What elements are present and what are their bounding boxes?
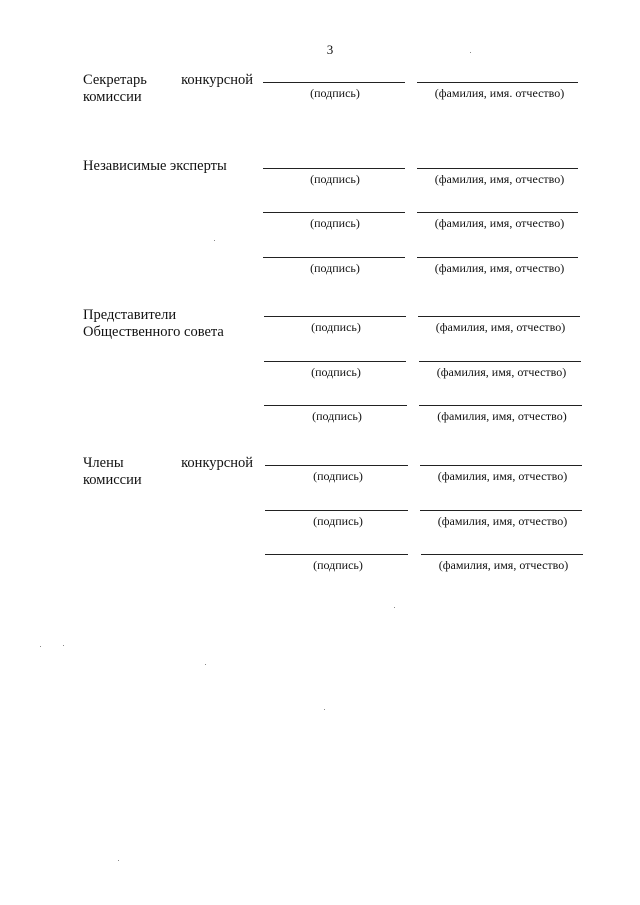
role-label-line: Представители bbox=[83, 307, 177, 323]
signature-row bbox=[0, 168, 640, 192]
signature-caption: (подпись) bbox=[313, 514, 363, 528]
signature-line bbox=[264, 361, 406, 362]
name-caption: (фамилия, имя, отчество) bbox=[438, 558, 569, 572]
scan-speck bbox=[470, 52, 471, 53]
name-line bbox=[420, 465, 582, 466]
signature-line bbox=[265, 510, 408, 511]
signature-line bbox=[265, 465, 408, 466]
name-caption: (фамилия, имя, отчество) bbox=[437, 409, 567, 423]
name-caption: (фамилия, имя, отчество) bbox=[437, 469, 568, 483]
scan-speck bbox=[205, 664, 206, 665]
scan-speck bbox=[63, 645, 64, 646]
scan-speck bbox=[324, 709, 325, 710]
signature-line bbox=[263, 168, 405, 169]
signature-row bbox=[0, 316, 640, 340]
role-label-line: Независимые эксперты bbox=[83, 158, 227, 174]
signature-line bbox=[264, 316, 406, 317]
signature-caption: (подпись) bbox=[311, 365, 361, 379]
scan-speck bbox=[40, 646, 41, 647]
name-line bbox=[417, 212, 578, 213]
name-caption: (фамилия, имя, отчество) bbox=[434, 261, 565, 275]
signature-caption: (подпись) bbox=[313, 558, 363, 572]
name-caption: (фамилия, имя, отчество) bbox=[437, 514, 568, 528]
name-line bbox=[418, 316, 580, 317]
signature-row bbox=[0, 82, 640, 106]
name-line bbox=[417, 257, 578, 258]
signature-line bbox=[263, 212, 405, 213]
signature-row bbox=[0, 465, 640, 489]
signature-caption: (подпись) bbox=[310, 172, 360, 186]
name-line bbox=[421, 554, 583, 555]
signature-caption: (подпись) bbox=[310, 261, 360, 275]
role-label-line: Члены конкурсной bbox=[83, 455, 253, 471]
scan-speck bbox=[394, 607, 395, 608]
signature-caption: (подпись) bbox=[311, 320, 361, 334]
role-label-line: Общественного совета bbox=[83, 324, 224, 340]
signature-line bbox=[264, 405, 407, 406]
name-caption: (фамилия, имя, отчество) bbox=[434, 216, 565, 230]
signature-row bbox=[0, 361, 640, 385]
name-caption: (фамилия, имя, отчество) bbox=[434, 172, 565, 186]
name-line bbox=[419, 361, 581, 362]
name-caption: (фамилия, имя. отчество) bbox=[434, 86, 565, 100]
name-caption: (фамилия, имя, отчество) bbox=[436, 365, 567, 379]
role-label-line: комиссии bbox=[83, 472, 142, 488]
role-label-line: Секретарь конкурсной bbox=[83, 72, 253, 88]
signature-row bbox=[0, 554, 640, 578]
role-label-line: комиссии bbox=[83, 89, 142, 105]
signature-caption: (подпись) bbox=[310, 216, 360, 230]
signature-line bbox=[263, 82, 405, 83]
signature-row bbox=[0, 212, 640, 236]
name-line bbox=[417, 168, 578, 169]
scan-speck bbox=[118, 860, 119, 861]
signature-line bbox=[265, 554, 408, 555]
name-caption: (фамилия, имя, отчество) bbox=[435, 320, 566, 334]
signature-row bbox=[0, 510, 640, 534]
signature-caption: (подпись) bbox=[313, 469, 363, 483]
name-line bbox=[417, 82, 578, 83]
signature-caption: (подпись) bbox=[312, 409, 362, 423]
signature-row bbox=[0, 405, 640, 429]
signature-caption: (подпись) bbox=[310, 86, 360, 100]
name-line bbox=[420, 510, 582, 511]
scan-speck bbox=[214, 240, 215, 241]
page-number: 3 bbox=[326, 42, 334, 57]
signature-row bbox=[0, 257, 640, 281]
name-line bbox=[419, 405, 582, 406]
signature-line bbox=[263, 257, 405, 258]
